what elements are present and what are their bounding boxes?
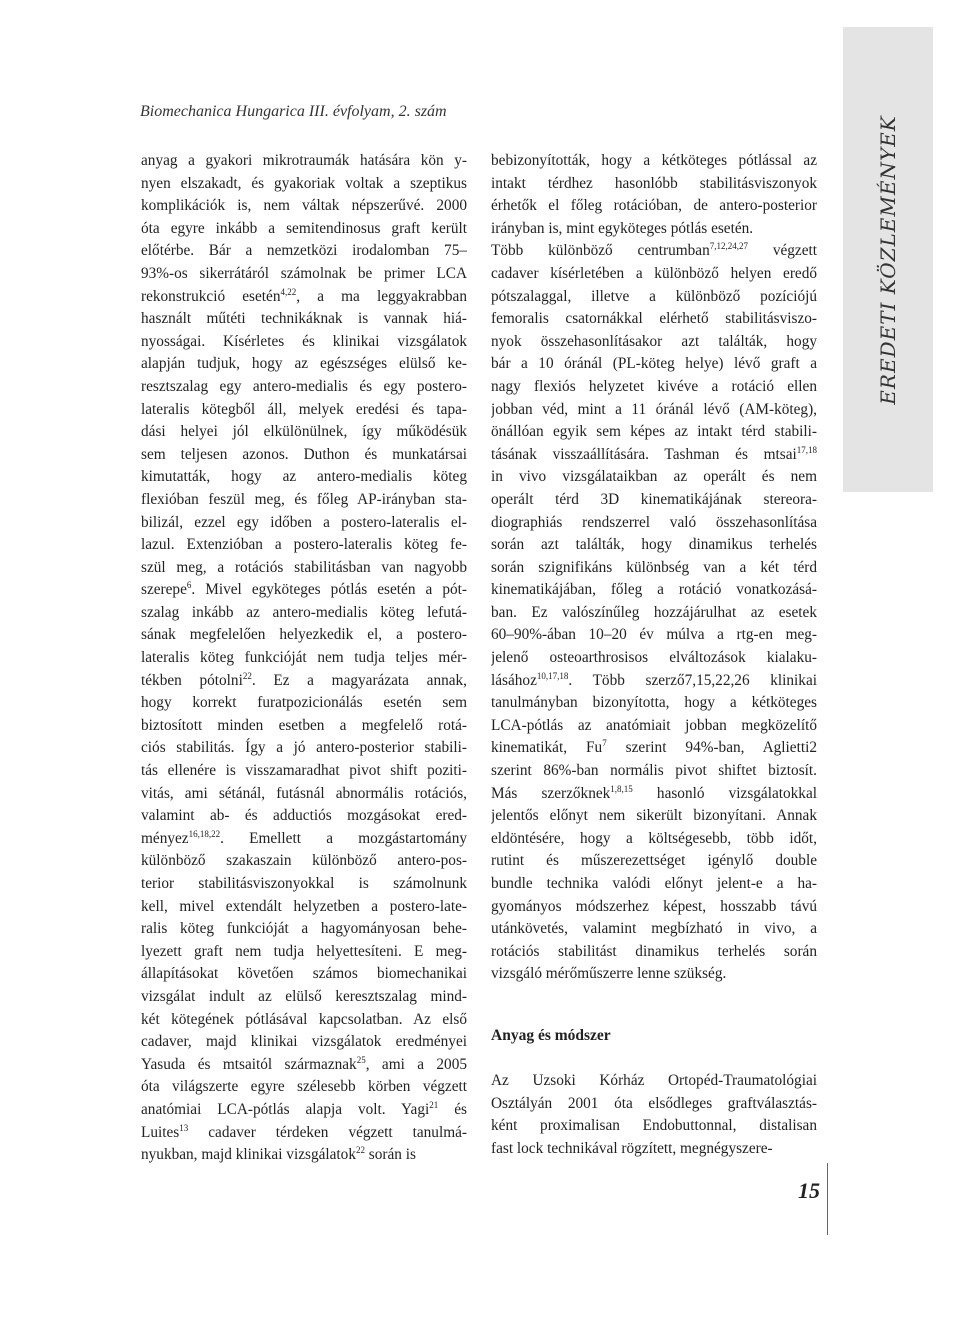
text-line: hogy korrekt furatpozicionálás esetén sem [141, 694, 467, 712]
page-number-rule [827, 1163, 828, 1235]
text-line: valamint ab- és adductiós mozgásokat ered- [141, 807, 467, 825]
text-line: komplikációk is, nem váltak népszerűvé. 2000 [141, 197, 467, 215]
text-line: intakt térdhez hasonlóbb stabilitásviszonyok [491, 174, 817, 192]
text-line: tás ellenére is visszamaradhat pivot shift poziti- [141, 762, 467, 780]
text-line: Luites$^{13}$ cadaver térdeken végzett tanulmá- [141, 1122, 467, 1141]
text-line: jelentős előnyt nem sikerült bizonyítani. Annak [491, 807, 817, 825]
text-line: Más szerzőknek$^{1,8,15}$ hasonló vizsgálatokkal [491, 783, 817, 802]
text-line: ralis köteg funkcióját a hagyományosan behe- [141, 920, 467, 938]
text-line: dási helyei jól elkülönülnek, így működésük [141, 423, 467, 441]
page-number: 15 [798, 1178, 820, 1203]
journal-running-header: Biomechanica Hungarica III. évfolyam, 2. szám [140, 103, 447, 120]
text-line: kinematikát, Fu$^7$ szerint 94%-ban, Aglietti2 [491, 738, 817, 757]
text-line: nyok összehasonlításakor azt találták, hogy [491, 332, 817, 350]
text-line: rekonstrukció esetén$^{4,22}$, a ma leggyakrabban [141, 286, 467, 305]
text-line: szerepe$^6$. Mivel egyköteges pótlás esetén a pót- [141, 580, 467, 599]
text-line: vizsgáló mérőműszerre lenne szükség. [491, 965, 727, 983]
text-line: állapításokat követően számos biomechanikai [141, 965, 467, 983]
right-text-column [491, 150, 817, 986]
text-line: során azt találták, hogy dinamikus terhelés [491, 536, 817, 554]
text-line: bundle technika valódi előnyt jelent-e a ha- [491, 875, 817, 892]
text-line: során szignifikáns különbség van a két térd [491, 558, 817, 576]
text-line: lateralis kötegből áll, melyek eredési és tapa- [141, 400, 467, 418]
section-side-tab [843, 27, 933, 492]
text-line: sem teljesen azonos. Duthon és munkatársai [141, 445, 467, 463]
text-line: femoralis csatornákkal elérhető stabilitásviszo- [491, 310, 817, 328]
text-line: fast lock technikával rögzített, megnégyszere- [491, 1139, 773, 1157]
text-line: óta egyre inkább a semitendinosus graft került [141, 219, 467, 237]
text-line: alapján tudjuk, hogy az egészséges elülső ke- [141, 355, 467, 373]
text-line: szalag inkább az antero-medialis köteg lefutá- [141, 603, 467, 621]
text-line: lateralis köteg funkcióját nem tudja teljes mér- [141, 649, 467, 667]
text-line: használt műtéti technikáknak is vannak hiá- [141, 310, 467, 328]
text-line: kell, mivel extendált helyzetben a postero-late- [141, 897, 467, 915]
section-side-tab-label: EREDETI KÖZLEMÉNYEK [876, 114, 900, 405]
text-line: nyen elszakadt, és gyakoriak voltak a szeptikus [141, 174, 467, 192]
section-heading: Anyag és módszer [491, 1027, 611, 1044]
section-body [491, 1070, 817, 1160]
text-line: sának megfelelően helyezkedik el, a postero- [141, 626, 467, 644]
text-line: 93%-os sikerrátáról számolnak be primer LCA [141, 264, 467, 282]
text-line: flexióban feszül meg, és főleg AP-irányban sta- [141, 490, 467, 508]
text-line: nyosságai. Kísérletes és klinikai vizsgálatok [141, 332, 467, 350]
text-line: tékben pótolni$^{22}$. Ez a magyarázata annak, [141, 670, 467, 689]
text-line: érhetők el főleg rotációban, de antero-posterior [491, 197, 817, 215]
text-line: bebizonyították, hogy a kétköteges pótlással az [491, 152, 817, 169]
text-line: Yasuda és mtsaitól származnak$^{25}$, ami a 2005 [141, 1054, 467, 1073]
text-line: önállóan egyik sem képes az intakt térd stabili- [491, 423, 817, 441]
text-line: eldöntésére, hogy a költségesebb, több időt, [491, 829, 817, 847]
text-line: resztszalag egy antero-medialis és egy postero- [141, 377, 467, 395]
text-line: Több különböző centrumban$^{7,12,24,27}$ végzett [491, 241, 817, 260]
text-line: kimutatták, hogy az antero-medialis köteg [141, 468, 467, 486]
text-line: tásának visszaállítására. Tashman és mtsai$^{17,18}$ [491, 444, 817, 463]
text-line: lyezett graft nem tudja helyettesíteni. E meg- [141, 942, 467, 960]
text-line: pótszalaggal, illetve a különböző pozíciójú [491, 287, 817, 305]
text-line: terior stabilitásviszonyokkal is számolnunk [141, 875, 467, 892]
text-line: rotációs stabilitást dinamikus terhelés során [491, 942, 817, 960]
text-line: LCA-pótlás az anatómiait jobban megközelítő [491, 716, 817, 734]
text-line: bilizál, ezzel egy időben a postero-lateralis el- [141, 513, 467, 531]
text-line: irányban is, mint egyköteges pótlás esetén. [491, 219, 754, 237]
text-line: in vivo vizsgálataikban az operált és nem [491, 468, 817, 486]
text-line: anyag a gyakori mikrotraumák hatására kön y- [141, 152, 467, 169]
text-line: diographiás rendszerrel való összehasonlítása [491, 513, 817, 531]
text-line: vizsgálat indult az elülső keresztszalag mind- [141, 987, 467, 1005]
text-line: utánkövetés, valamint megbízható in vivo, a [491, 920, 817, 938]
text-line: szerint 86%-ban normális pivot shiftet biztosít. [491, 762, 817, 780]
text-line: kinematikájában, főleg a rotáció vonatkozásá- [491, 581, 817, 599]
text-line: ként proximalisan Endobuttonnal, distalisan [491, 1117, 817, 1135]
text-line: vitás, ami sétánál, futásnál abnormális rotációs, [141, 784, 467, 802]
text-line: 60–90%-ában 10–20 év múlva a rtg-en meg- [491, 626, 817, 644]
text-line: anatómiai LCA-pótlás alapja volt. Yagi$^{21}$ és [141, 1099, 467, 1118]
left-text-column [141, 150, 467, 1167]
text-line: cadaver kísérletében a különböző helyen eredő [491, 264, 817, 282]
text-line: ményez$^{16,18,22}$. Emellett a mozgástartomány [141, 828, 467, 847]
text-line: ban. Ez valószínűleg hozzájárulhat az esetek [491, 603, 817, 621]
text-line: jobban véd, mint a 11 óránál lévő (AM-köteg), [491, 400, 817, 418]
text-line: nyukban, majd klinikai vizsgálatok$^{22}$ során is [141, 1145, 416, 1164]
text-line: rutint és műszerezettséget igénylő double [491, 852, 817, 870]
text-line: tanulmányban bizonyította, hogy a kétköteges [491, 694, 817, 712]
text-line: gyományos módszerhez képest, hosszabb távú [491, 897, 817, 915]
text-line: biztosított minden esetben a megfelelő rotá- [141, 716, 467, 734]
text-line: előtérbe. Bár a nemzetközi irodalomban 75– [141, 242, 467, 260]
text-line: cadaver, majd klinikai vizsgálatok eredményei [141, 1033, 467, 1051]
text-line: szül meg, a rotációs stabilitásban van nagyobb [141, 558, 467, 576]
text-line: lásához$^{10,17,18}$. Több szerző7,15,22,26 klinikai [491, 670, 817, 689]
text-line: bár a 10 óránál (PL-köteg helye) lévő graft a [491, 355, 817, 373]
text-line: Osztályán 2001 óta elsődleges graftválasztás- [491, 1094, 817, 1112]
text-line: óta világszerte egyre szélesebb körben végzett [141, 1078, 467, 1096]
text-line: operált térd 3D kinematikájának stereora- [491, 490, 817, 508]
text-line: különböző szakaszain különböző antero-pos- [141, 852, 467, 870]
text-line: jelenő osteoarthrosisos elváltozások kialaku- [491, 649, 817, 667]
text-line: Az Uzsoki Kórház Ortopéd-Traumatológiai [491, 1072, 817, 1089]
text-line: két kötegének pótlásával kapcsolatban. Az első [141, 1010, 467, 1028]
text-line: nagy flexiós helyzetet kivéve a rotáció ellen [491, 377, 817, 395]
text-line: lazul. Extenzióban a postero-lateralis köteg fe- [141, 536, 467, 554]
text-line: ciós stabilitás. Így a jó antero-posterior stabili- [141, 739, 467, 757]
